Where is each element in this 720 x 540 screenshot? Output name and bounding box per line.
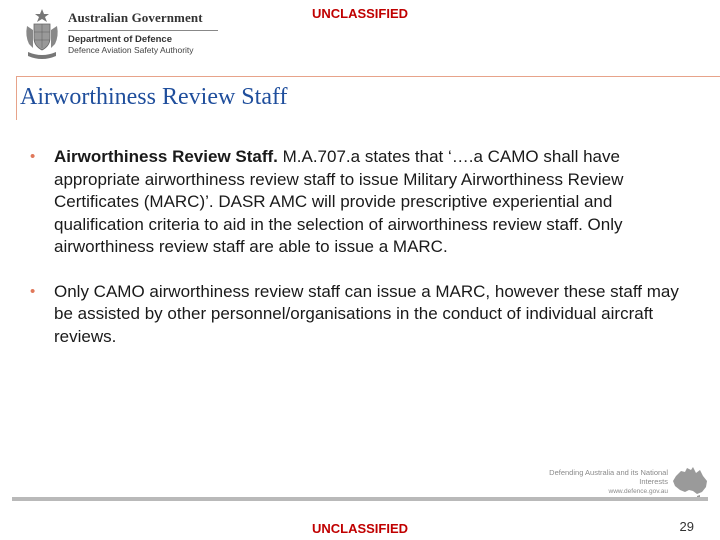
page-number: 29 (679, 519, 694, 534)
logo-text-block (68, 10, 228, 55)
classification-top: UNCLASSIFIED (311, 6, 409, 21)
bullet-item (30, 281, 690, 349)
department-name: Department of Defence (68, 34, 172, 45)
government-name: Australian Government (68, 10, 203, 25)
footer-tagline (540, 468, 668, 495)
bullet-marker: • (30, 148, 36, 165)
coat-of-arms-icon (24, 8, 60, 64)
logo-divider (68, 30, 218, 31)
government-logo (24, 8, 224, 68)
bullet-body-text: Only CAMO airworthiness review staff can issue a MARC, however these staff may be assisted by other personnel/organisations in the conduct of individual aircraft reviews. (54, 281, 679, 346)
bullet-list (30, 146, 690, 348)
authority-name: Defence Aviation Safety Authority (68, 45, 194, 55)
title-rule-vertical (16, 76, 17, 120)
bullet-body-text: M.A.707.a states that ‘….a CAMO shall have appropriate airworthiness review staff to issue Military Airworthiness Review Certificates (MARC)’. DASR AMC will provide prescriptive experiential and qualification criteria to aid in the selection of airworthiness review staff. Only airworthiness review staff are able to issue a MARC. (54, 147, 624, 256)
tagline-text: Defending Australia and its National Interests (549, 468, 668, 486)
footer-url: www.defence.gov.au (608, 488, 668, 495)
australia-map-icon (670, 464, 710, 498)
title-rule-horizontal (16, 76, 720, 77)
bullet-item (30, 146, 690, 259)
bullet-lead-text: Airworthiness Review Staff. (54, 147, 278, 166)
footer-rule (12, 497, 708, 501)
slide-title: Airworthiness Review Staff (20, 84, 288, 110)
classification-bottom: UNCLASSIFIED (311, 521, 409, 536)
bullet-marker: • (30, 282, 36, 300)
